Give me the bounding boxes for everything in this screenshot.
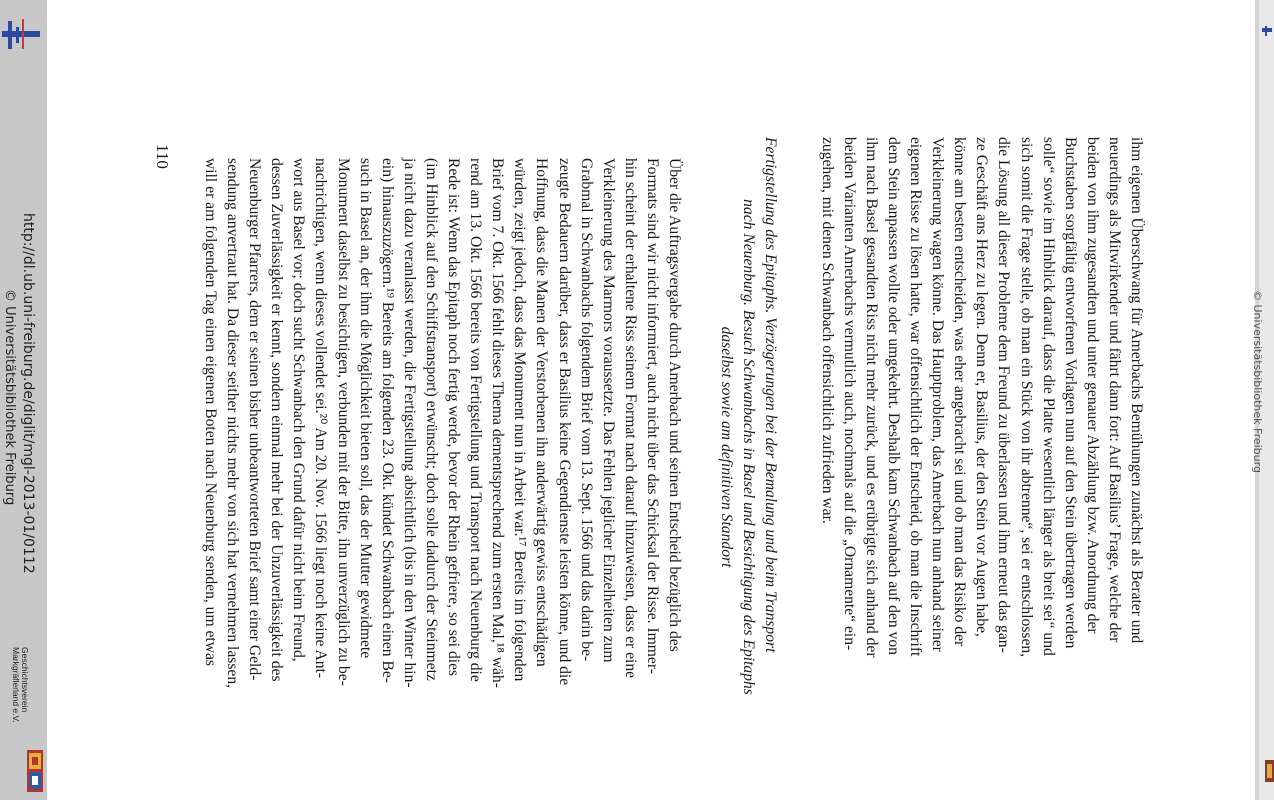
section-heading <box>715 137 781 757</box>
text-line: Monument daselbst zu besichtigen, verbunden mit der Bitte, ihn unverzüglich zu be- <box>334 158 352 686</box>
text-line: dem Stein anpassen wollte oder umgekehrt. Deshalb kam Schwanbach auf den von <box>884 137 902 655</box>
heading-line: nach Neuenburg. Besuch Schwanbachs in Basel und Besichtigung des Epitaphs <box>739 199 757 695</box>
text-line: zugehen, mit denen Schwanbach offensichtlich zufrieden war. <box>818 137 836 524</box>
next-page-copyright-fragment: © Universitätsbibliothek Freiburg <box>1251 290 1264 473</box>
page-url[interactable]: http://dl.ub.uni-freiburg.de/diglit/mgl-2013-01/0112 <box>20 213 36 574</box>
text-line: sich somit die Frage stelle, ob man ein Stück von ihr abtrenne“, sei er entschlossen, <box>1017 137 1035 658</box>
text-line: nachrichtigen, wenn dieses vollendet sei.²⁰ Am 20. Nov. 1566 liegt noch keine Ant- <box>312 158 330 679</box>
text-line: solle“ sowie im Hinblick darauf, dass die Platte wesentlich länger als breit sei“ und <box>1039 137 1057 656</box>
text-line: Formats sind wir nicht informiert, auch nicht über das Schicksal der Risse. Immer- <box>643 158 661 674</box>
text-line: Buchstaben sorgfältig entworfenen Vorlagen nun auf den Stein übertragen werden <box>1061 137 1079 649</box>
text-line: Hoffnung, dass die Manen der Verstorbenen ihn anderwärtig gewiss entschädigen <box>533 158 551 667</box>
text-line: die Lösung all dieser Probleme dem Freund zu überlassen und ihm erneut das gan- <box>995 137 1013 653</box>
paragraph-1 <box>816 137 1147 749</box>
text-line: eigenen Risse zu lösen hatte, war offensichtlich der Entscheid, ob man die Inschrift <box>907 137 925 657</box>
text-line: rend am 13. Okt. 1566 bereits von Fertigstellung und Transport nach Neuenburg die <box>467 158 485 682</box>
paragraph-2 <box>199 158 685 748</box>
next-page-logo-fragment-icon <box>1262 26 1272 36</box>
publisher-line: Geschichtsverein <box>20 647 30 713</box>
text-line: ja nicht dazu veranlasst werden, die Fertigstellung absichtlich (bis in den Winter hin- <box>400 158 418 688</box>
text-line: such in Basel an, der ihm die Möglichkeit bieten soll, das der Mutter gewidmete <box>356 158 374 659</box>
text-line: sendung anvertraut hat. Da dieser seither nichts mehr von sich hat vernehmen lassen, <box>224 158 242 689</box>
text-line: dessen Zuverlässigkeit er kennt, sondern einmal mehr bei der Unzuverlässigkeit des <box>268 158 286 682</box>
publisher-line: Markgräflerland e.V. <box>11 647 21 723</box>
text-line: Brief vom 7. Okt. 1566 fehlt dieses Thema dementsprechend zum ersten Mal,¹⁸ wäh- <box>489 158 507 688</box>
text-line: will er am folgenden Tag einen eigenen Boten nach Neuenburg senden, um etwas <box>202 158 220 666</box>
publisher-logo-text <box>11 647 29 723</box>
text-line: Über die Auftragsvergabe durch Amerbach und seinen Entscheid bezüglich des <box>666 158 683 652</box>
text-line: Verkleinerung des Marmors voraussetzte. Das Fehlen jeglicher Einzelheiten zum <box>599 158 617 663</box>
text-line: könne am besten entscheiden, was eher angebracht sei und ob man das Risiko der <box>951 137 969 647</box>
publisher-crest-icon <box>27 750 43 792</box>
heading-line: Fertigstellung des Epitaphs. Verzögerungen bei der Bemalung und beim Transport <box>762 137 779 653</box>
text-line: Verkleinerung wagen könne. Das Hauptproblem, das Amerbach nun anhand seiner <box>929 137 947 652</box>
text-line: Neuenburger Pfarrers, dem er seinen bisher unbeantworteten Brief samt einer Geld- <box>246 158 264 681</box>
text-line: Rede ist: Wenn das Epitaph noch fertig werde, bevor der Rhein gefriere, so sei dies <box>445 158 463 677</box>
text-line: wort aus Basel vor; doch sucht Schwanbach den Grund dafür nicht beim Freund, <box>290 158 308 662</box>
text-line: beiden Varianten Amerbachs vermutlich auch, nochmals auf die „Ornamente“ ein- <box>840 137 858 651</box>
text-line: ihm nach Basel gesandten Riss nicht mehr zurück, und es erübrigte sich anhand der <box>862 137 880 658</box>
copyright-notice: © Universitätsbibliothek Freiburg <box>2 289 17 506</box>
text-line: beiden von ihm zugesandten und unter genauer Abzählung bzw. Anordnung der <box>1083 137 1101 634</box>
text-line: würden, zeigt jedoch, dass das Monument nun in Arbeit war.¹⁷ Bereits im folgenden <box>511 158 529 682</box>
text-line: Grabmal in Schwanbachs folgendem Brief vom 13. Sept. 1566 und das darin be- <box>577 158 595 662</box>
text-line: ze Geschäft ans Herz zu legen. Denn er, Basilius, der den Stein vor Augen habe, <box>973 137 991 637</box>
heading-line: daselbst sowie am definitiven Standort <box>717 326 735 568</box>
text-line: neuerdings als Mitwirkender und fährt dann fort: Auf Basilius’ Frage, welche der <box>1105 137 1123 643</box>
text-line: (im Hinblick auf den Schiffstransport) erwünscht; doch solle dadurch der Steinmetz <box>422 158 440 681</box>
text-line: ihm eigenen Überschwang für Amerbachs Bemühungen zunächst als Berater und <box>1128 137 1145 644</box>
viewer-logo-icon <box>2 17 40 53</box>
next-page-crest-fragment-icon <box>1265 760 1274 782</box>
text-line: hin scheint der erhaltene Riss seinem Format nach darauf hinzuweisen, dass er eine <box>621 158 639 679</box>
text-line: ein) hinauszuzögern.¹⁹ Bereits am folgenden 23. Okt. kündet Schwanbach einen Be- <box>378 158 396 683</box>
text-line: zeugte Bedauern darüber, dass er Basilius keine Gegendienste leisten könne, und die <box>555 158 573 686</box>
page-number: 110 <box>153 144 172 169</box>
